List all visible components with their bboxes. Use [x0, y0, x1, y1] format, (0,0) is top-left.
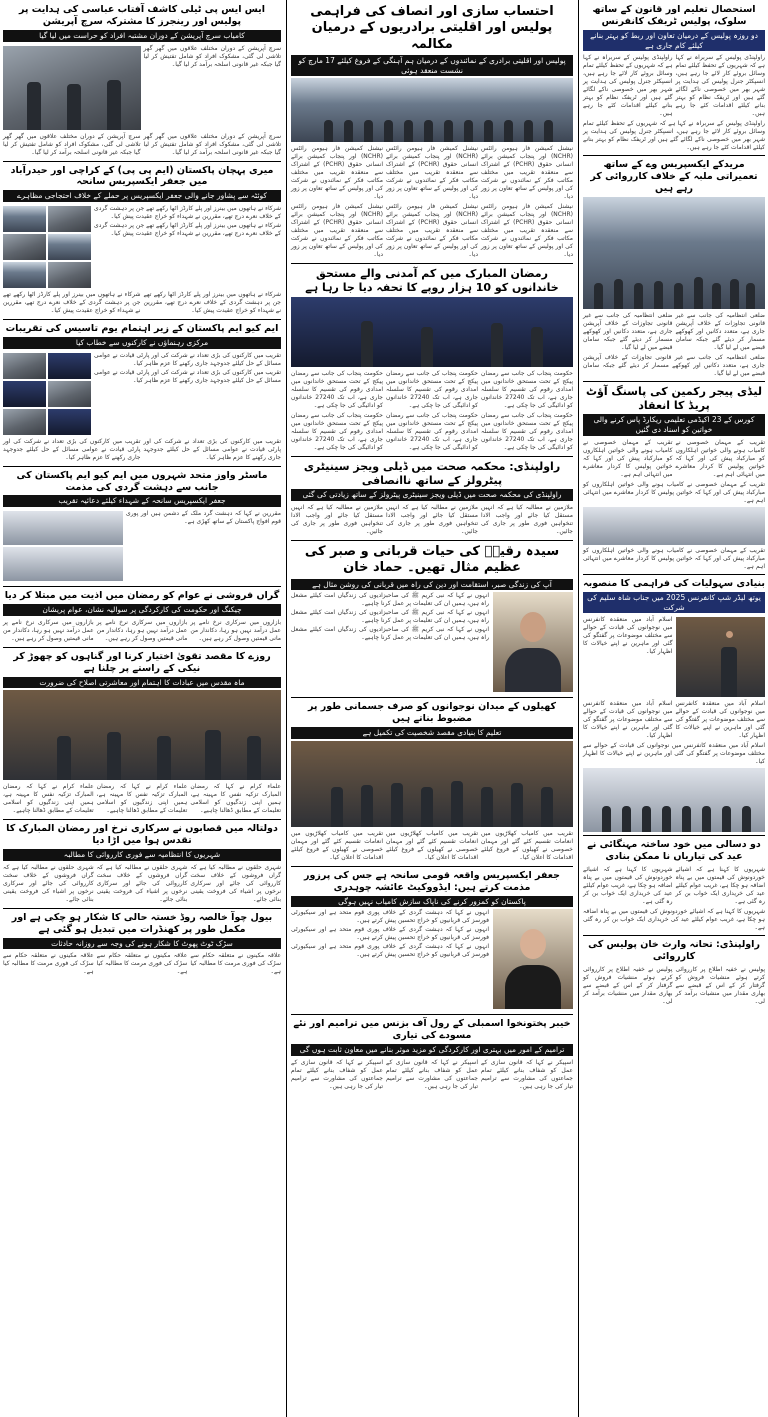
headline: ماسٹر واوز متحد شہروں میں ایم کیو ایم پاکستان کی جانب سے دہشت گردی کی مذمت: [16, 469, 268, 493]
article-text: ملازمین نے مطالبہ کیا ہے کہ انہیں مستقل کیا جائے اور واجب الادا تنخواہیں فوری طور پر جاری کی جائیں۔: [291, 504, 383, 535]
article-text: بازاروں میں سرکاری نرخ نامے پر عمل درآمد نہیں ہو رہا، دکاندار من مانی قیمتیں وصول کر رہے ہیں۔: [96, 618, 188, 642]
headline: میری پہچان پاکستان (ایم پی پی) کے کراچی اور حیدرآباد میں جعفر ایکسپریس سانحہ: [10, 164, 274, 188]
article-photo: [583, 197, 765, 309]
article-text: سرچ آپریشن کے دوران مختلف علاقوں میں گھر گھر تلاشی لی گئی، مشکوک افراد کو شامل تفتیش کر لیا گیا جبکہ غیر قانونی اسلحہ برآمد کر لیا گیا۔: [143, 132, 281, 156]
subheadline-bar: کوئٹہ سے پشاور جانے والی جعفر ایکسپریس پر حملے کے خلاف احتجاجی مظاہرے: [3, 190, 281, 202]
article-text: نیشنل کمیشن فار ہیومن رائٹس (NCHR) اور پنجاب کمیشن برائے انسانی حقوق (PCHR) کے اشتراک سے منعقدہ تقریب میں مختلف مکاتب فکر کے نمائندوں نے شرکت کی اور پولیس کے ساتھ تعاون پر زور دیا۔: [386, 203, 478, 259]
article-text: اسپیکر نے کہا کہ قانون سازی کے عمل کو شفاف بنانے کیلئے تمام جماعتوں کی مشاورت سے ترامیم تیار کی جا رہی ہیں۔: [291, 1058, 383, 1090]
article-text: انہوں نے کہا کہ نبی کریم ﷺ کی صاحبزادیوں کی زندگیاں امت کیلئے مشعل راہ ہیں، ہمیں ان کی تعلیمات پر عمل کرنا چاہیے۔: [291, 609, 489, 625]
article-text: حکومت پنجاب کی جانب سے رمضان پیکج کے تحت مستحق خاندانوں میں امدادی رقوم کی تقسیم کا سلسلہ جاری ہے، اب تک 27240 خاندانوں کو ادائیگی کی جا چکی ہے۔: [481, 369, 573, 409]
article-photo: [3, 690, 281, 780]
article-text: تقریب میں کامیاب کھلاڑیوں میں انعامات تقسیم کئے گئے اور مہمان خصوصی نے کھیلوں کے فروغ کیلئے اقدامات کا اعلان کیا۔: [291, 829, 383, 861]
article-text: تقریب میں کارکنوں کی بڑی تعداد نے شرکت کی اور پارٹی قیادت نے عوامی مسائل کے حل کیلئے جدوجہد جاری رکھنے کا عزم ظاہر کیا۔: [143, 437, 281, 461]
article-text: تقریب میں کامیاب کھلاڑیوں میں انعامات تقسیم کئے گئے اور مہمان خصوصی نے کھیلوں کے فروغ کیلئے اقدامات کا اعلان کیا۔: [481, 829, 573, 861]
subheadline-bar: دو روزہ پولیس کے درمیان تعاون اور ربط کو بہتر بنانے کیلئے کام جاری ہے: [583, 30, 765, 52]
headline: استحصال تعلیم اور قانون کے ساتھ سلوک، پولیس ٹریفک کانفرنس: [592, 4, 756, 27]
article-text: علاقہ مکینوں نے متعلقہ حکام سے سڑک کی فوری مرمت کا مطالبہ کیا ہے۔: [190, 952, 281, 976]
subheadline-bar: کورس کے 23 اکیڈمی تعلیمی ریکارڈ پاس کرنے والی خواتین کو اسناد دی گئیں: [583, 414, 765, 436]
article-photo: [291, 297, 573, 367]
headline: روزے کا مقصد تقویٰ اختیار کرنا اور گناہوں کو چھوڑ کر نیکی کے راستے پر چلنا ہے: [13, 650, 271, 674]
article-text: اسلام آباد میں منعقدہ کانفرنس میں نوجوانوں کی قیادت کے حوالے سے مختلف موضوعات پر گفتگو کی گئی اور ماہرین نے اپنے خیالات کا اظہار کیا۔: [583, 700, 673, 740]
column-middle: [288, 0, 576, 1417]
article-text: بازاروں میں سرکاری نرخ نامے پر عمل درآمد نہیں ہو رہا، دکاندار من مانی قیمتیں وصول کر رہے ہیں۔: [190, 618, 281, 642]
article-text: شرکاء نے ہاتھوں میں بینرز اور پلے کارڈز اٹھا رکھے تھے جن پر دہشت گردی کے خلاف نعرے درج تھے، مقررین نے شہداء کو خراج عقیدت پیش کیا۔: [94, 222, 281, 237]
article-photo: [291, 78, 573, 142]
headline: راولپنڈی: تحانہ وارث خان پولیس کی کارروائی: [588, 939, 760, 962]
article-text: شہری حلقوں نے مطالبہ کیا ہے کہ گراں فروشوں کے خلاف سخت کارروائی کی جائے اور سرکاری نرخوں پر اشیاء کی فروخت یقینی بنائی جائے۔: [2, 863, 94, 903]
subheadline-bar: پاکستان کو کمزور کرنے کی ناپاک سازش کامیاب نہیں ہوگی: [291, 896, 573, 908]
portrait-photo: [493, 592, 573, 692]
article-text: بازاروں میں سرکاری نرخ نامے پر عمل درآمد نہیں ہو رہا، دکاندار من مانی قیمتیں وصول کر رہے ہیں۔: [2, 618, 94, 642]
headline: دو دسالی میں خود ساختہ مہنگائی نے عید کی تیاریاں نا ممکن بنادی: [587, 839, 761, 863]
article-text: تقریب میں کامیاب کھلاڑیوں میں انعامات تقسیم کئے گئے اور مہمان خصوصی نے کھیلوں کے فروغ کیلئے اقدامات کا اعلان کیا۔: [386, 829, 478, 861]
article-text: پولیس نے خفیہ اطلاع پر کارروائی کرتے ہوئے منشیات فروش کو گرفتار کر کے اس کے قبضے سے بھاری مقدار میں منشیات برآمد کر لی۔: [583, 965, 673, 1005]
article-text: تقریب کے مہمان خصوصی نے کامیاب ہونے والی خواتین اہلکاروں کو مبارکباد پیش کی اور کہا کہ خواتین پولیس کا کردار معاشرے میں انتہائی اہم ہے۔: [583, 438, 673, 478]
article-photo: [3, 511, 123, 545]
article-text: شرکاء نے ہاتھوں میں بینرز اور پلے کارڈز اٹھا رکھے تھے جن پر دہشت گردی کے خلاف نعرے درج تھے، مقررین نے شہداء کو خراج عقیدت پیش کیا۔: [143, 291, 281, 314]
article-text: سرچ آپریشن کے دوران مختلف علاقوں میں گھر گھر تلاشی لی گئی، مشکوک افراد کو شامل تفتیش کر لیا گیا جبکہ غیر قانونی اسلحہ برآمد کر لیا گیا۔: [3, 132, 141, 156]
article-text: اسلام آباد میں منعقدہ کانفرنس میں نوجوانوں کی قیادت کے حوالے سے مختلف موضوعات پر گفتگو کی گئی اور ماہرین نے اپنے خیالات کا اظہار کیا۔: [675, 700, 765, 740]
article-photo: [3, 547, 123, 581]
headline: دولتالہ میں قصابوں نے سرکاری نرخ اور رمضان المبارک کا تقدس ہوا میں اڑا دیا: [6, 823, 278, 847]
subheadline-bar: جعفر ایکسپریس سانحہ کے شہداء کیلئے دعائیہ تقریب: [3, 495, 281, 507]
article-text: تقریب کے مہمان خصوصی نے کامیاب ہونے والی خواتین اہلکاروں کو مبارکباد پیش کی اور کہا کہ خواتین پولیس کا کردار معاشرے میں انتہائی اہم ہے۔: [583, 480, 765, 504]
article-text: تقریب میں کارکنوں کی بڑی تعداد نے شرکت کی اور پارٹی قیادت نے عوامی مسائل کے حل کیلئے جدوجہد جاری رکھنے کا عزم ظاہر کیا۔: [3, 437, 141, 461]
subheadline-bar: مرکزی رہنماؤں نے کارکنوں سے خطاب کیا: [3, 337, 281, 349]
headline: احتساب سازی اور انصاف کی فراہمی پولیس اور اقلیتی برادریوں کے درمیان مکالمہ: [310, 4, 554, 52]
article-text: ضلعی انتظامیہ کی جانب سے غیر قانونی تجاوزات کے خلاف آپریشن جاری ہے، متعدد دکانیں اور کھوکھے مسمار کر دیئے گئے جبکہ سامان قبضے میں لے لیا گیا۔: [583, 311, 673, 351]
article-text: مقررین نے کہا کہ دہشت گرد ملک کے دشمن ہیں اور پوری قوم افواج پاکستان کے ساتھ کھڑی ہے۔: [126, 510, 281, 526]
headline: ایم کیو ایم پاکستان کے زیر اہتمام یوم تاسیس کی تقریبات: [5, 323, 279, 334]
photo-collage: [3, 206, 91, 288]
article-text: راولپنڈی پولیس کے سربراہ نے کہا ہے کہ شہریوں کے تحفظ کیلئے تمام وسائل بروئے کار لائے جا رہے ہیں، انسپکٹر جنرل پولیس کی ہدایت پر شہر بھر میں خصوصی ناکے لگائے گئے ہیں اور ٹریفک نظام کو بہتر بنانے کیلئے اقدامات کئے جا رہے ہیں۔: [583, 54, 673, 118]
photo-collage: [3, 353, 91, 435]
article-text: پولیس نے خفیہ اطلاع پر کارروائی کرتے ہوئے منشیات فروش کو گرفتار کر کے اس کے قبضے سے بھاری مقدار میں منشیات برآمد کر لی۔: [675, 965, 765, 1005]
article-text: حکومت پنجاب کی جانب سے رمضان پیکج کے تحت مستحق خاندانوں میں امدادی رقوم کی تقسیم کا سلسلہ جاری ہے، اب تک 27240 خاندانوں کو ادائیگی کی جا چکی ہے۔: [291, 411, 383, 451]
headline: مریدکے ایکسپریس وے کے ساتھ تعمیراتی ملبہ کے خلاف کارروائی کر رہے ہیں: [590, 159, 758, 194]
article-text: علماء کرام نے کہا کہ رمضان المبارک تزکیہ نفس کا مہینہ ہے، ہمیں اپنی زندگیوں کو اسلامی تعلیمات کے مطابق ڈھالنا چاہیے۔: [2, 783, 94, 815]
article-text: شہری حلقوں نے مطالبہ کیا ہے کہ گراں فروشوں کے خلاف سخت کارروائی کی جائے اور سرکاری نرخوں پر اشیاء کی فروخت یقینی بنائی جائے۔: [190, 863, 281, 903]
column-rule: [286, 0, 287, 1417]
article-text: حکومت پنجاب کی جانب سے رمضان پیکج کے تحت مستحق خاندانوں میں امدادی رقوم کی تقسیم کا سلسلہ جاری ہے، اب تک 27240 خاندانوں کو ادائیگی کی جا چکی ہے۔: [386, 411, 478, 451]
headline: لیڈی پیجر رکمین کی پاسنگ آؤٹ پریڈ کا انعقاد: [585, 384, 763, 412]
article-text: شرکاء نے ہاتھوں میں بینرز اور پلے کارڈز اٹھا رکھے تھے جن پر دہشت گردی کے خلاف نعرے درج تھے، مقررین نے شہداء کو خراج عقیدت پیش کیا۔: [94, 205, 281, 220]
article-text: نیشنل کمیشن فار ہیومن رائٹس (NCHR) اور پنجاب کمیشن برائے انسانی حقوق (PCHR) کے اشتراک سے منعقدہ تقریب میں مختلف مکاتب فکر کے نمائندوں نے شرکت کی اور پولیس کے ساتھ تعاون پر زور دیا۔: [291, 145, 383, 201]
article-text: اسلام آباد میں منعقدہ کانفرنس میں نوجوانوں کی قیادت کے حوالے سے مختلف موضوعات پر گفتگو کی گئی اور ماہرین نے اپنے خیالات کا اظہار کیا۔: [583, 742, 765, 766]
article-text: ضلعی انتظامیہ کی جانب سے غیر قانونی تجاوزات کے خلاف آپریشن جاری ہے، متعدد دکانیں اور کھوکھے مسمار کر دیئے گئے جبکہ سامان قبضے میں لے لیا گیا۔: [675, 311, 765, 351]
subheadline-bar: راولپنڈی کی محکمہ صحت میں ڈیلی ویجز سینیٹری پیٹرولز کے ساتھ زیادتی کی گئی: [291, 489, 573, 501]
article-text: شہریوں کا کہنا ہے کہ اشیائے خوردونوش کی قیمتوں میں بے پناہ اضافہ ہو چکا ہے، غریب عوام کیلئے عید کی خریداری ایک خواب بن کر رہ گئی ہے۔: [583, 908, 765, 931]
article-text: شہریوں کا کہنا ہے کہ اشیائے خوردونوش کی قیمتوں میں بے پناہ اضافہ ہو چکا ہے، غریب عوام کیلئے عید کی خریداری ایک خواب بن کر رہ گئی ہے۔: [675, 866, 765, 905]
headline: رمضان المبارک میں کم آمدنی والے مستحق خاندانوں کو 10 ہزار روپے کا تحفہ دیا جا رہا ہے: [305, 267, 559, 294]
article-text: انہوں نے کہا کہ دہشت گردی کے خلاف پوری قوم متحد ہے اور سیکیورٹی فورسز کی قربانیوں کو خراج تحسین پیش کرتے ہیں۔: [291, 909, 489, 925]
subheadline-bar: یوتھ لیڈر شپ کانفرنس 2025 میں جناب شاہ سلیم کی شرکت: [583, 592, 765, 614]
subheadline-bar: شہریوں کا انتظامیہ سے فوری کارروائی کا مطالبہ: [3, 849, 281, 861]
article-text: ملازمین نے مطالبہ کیا ہے کہ انہیں مستقل کیا جائے اور واجب الادا تنخواہیں فوری طور پر جاری کی جائیں۔: [386, 504, 478, 535]
article-text: راولپنڈی پولیس کے سربراہ نے کہا ہے کہ شہریوں کے تحفظ کیلئے تمام وسائل بروئے کار لائے جا رہے ہیں، انسپکٹر جنرل پولیس کی ہدایت پر شہر بھر میں خصوصی ناکے لگائے گئے ہیں اور ٹریفک نظام کو بہتر بنانے کیلئے اقدامات کئے جا رہے ہیں۔: [675, 54, 765, 118]
headline: گراں فروشی نے عوام کو رمضان میں اذیت میں مبتلا کر دیا: [4, 590, 280, 602]
subheadline-bar: چیکنگ اور حکومت کی کارکردگی پر سوالیہ نشان، عوام پریشان: [3, 604, 281, 616]
article-text: شہریوں کا کہنا ہے کہ اشیائے خوردونوش کی قیمتوں میں بے پناہ اضافہ ہو چکا ہے، غریب عوام کیلئے عید کی خریداری ایک خواب بن کر رہ گئی ہے۔: [583, 866, 673, 905]
subheadline-bar: سڑک ٹوٹ پھوٹ کا شکار ہونے کی وجہ سے روزانہ حادثات: [3, 938, 281, 950]
article-text: تقریب کے مہمان خصوصی نے کامیاب ہونے والی خواتین اہلکاروں کو مبارکباد پیش کی اور کہا کہ خواتین پولیس کا کردار معاشرے میں انتہائی اہم ہے۔: [583, 546, 765, 570]
article-text: اسلام آباد میں منعقدہ کانفرنس میں نوجوانوں کی قیادت کے حوالے سے مختلف موضوعات پر گفتگو کی گئی اور ماہرین نے اپنے خیالات کا اظہار کیا۔: [583, 616, 673, 656]
subheadline-bar: کامیاب سرچ آپریشن کے دوران مشتبہ افراد کو حراست میں لیا گیا: [3, 30, 281, 42]
article-photo: [676, 617, 766, 697]
article-text: اسپیکر نے کہا کہ قانون سازی کے عمل کو شفاف بنانے کیلئے تمام جماعتوں کی مشاورت سے ترامیم تیار کی جا رہی ہیں۔: [386, 1058, 478, 1090]
headline: بنیادی سہولیات کی فراہمی کا منصوبہ: [583, 577, 765, 589]
column-right: [580, 0, 768, 1417]
headline: سیدہ رقیہؓ کی حیات قربانی و صبر کی عظیم مثال تھیں۔ حماد خان: [304, 544, 560, 576]
article-photo: [3, 46, 141, 130]
article-text: انہوں نے کہا کہ نبی کریم ﷺ کی صاحبزادیوں کی زندگیاں امت کیلئے مشعل راہ ہیں، ہمیں ان کی تعلیمات پر عمل کرنا چاہیے۔: [291, 626, 489, 642]
article-photo: [291, 741, 573, 827]
article-text: انہوں نے کہا کہ دہشت گردی کے خلاف پوری قوم متحد ہے اور سیکیورٹی فورسز کی قربانیوں کو خراج تحسین پیش کرتے ہیں۔: [291, 926, 489, 942]
article-text: علاقہ مکینوں نے متعلقہ حکام سے سڑک کی فوری مرمت کا مطالبہ کیا ہے۔: [2, 952, 94, 976]
article-text: تقریب میں کارکنوں کی بڑی تعداد نے شرکت کی اور پارٹی قیادت نے عوامی مسائل کے حل کیلئے جدوجہد جاری رکھنے کا عزم ظاہر کیا۔: [94, 368, 281, 384]
column-rule: [578, 0, 579, 1417]
headline: جعفر ایکسپریس واقعہ قومی سانحہ ہے جس کی پرزور مذمت کرتے ہیں: ایڈووکیٹ عائشہ چوہدری: [304, 869, 560, 893]
subheadline-bar: ترامیم کے امور میں بہتری اور کارکردگی کو مزید موثر بنانے میں معاون ثابت ہوں گی: [291, 1044, 573, 1056]
headline: ایس ایس پی ٹیلی کاشف آفتاب عباسی کی ہدایت پر پولیس اور رینجرز کا مشترکہ سرچ آپریشن: [18, 4, 266, 27]
article-text: ضلعی انتظامیہ کی جانب سے غیر قانونی تجاوزات کے خلاف آپریشن جاری ہے، متعدد دکانیں اور کھوکھے مسمار کر دیئے گئے جبکہ سامان قبضے میں لے لیا گیا۔: [583, 353, 765, 377]
article-text: تقریب کے مہمان خصوصی نے کامیاب ہونے والی خواتین اہلکاروں کو مبارکباد پیش کی اور کہا کہ خواتین پولیس کا کردار معاشرے میں انتہائی اہم ہے۔: [675, 438, 765, 478]
article-text: نیشنل کمیشن فار ہیومن رائٹس (NCHR) اور پنجاب کمیشن برائے انسانی حقوق (PCHR) کے اشتراک سے منعقدہ تقریب میں مختلف مکاتب فکر کے نمائندوں نے شرکت کی اور پولیس کے ساتھ تعاون پر زور دیا۔: [481, 145, 573, 201]
subheadline-bar: تعلیم کا بنیادی مقصد شخصیت کی تکمیل ہے: [291, 727, 573, 739]
article-photo: [583, 768, 765, 832]
article-text: حکومت پنجاب کی جانب سے رمضان پیکج کے تحت مستحق خاندانوں میں امدادی رقوم کی تقسیم کا سلسلہ جاری ہے، اب تک 27240 خاندانوں کو ادائیگی کی جا چکی ہے۔: [481, 411, 573, 451]
article-text: علماء کرام نے کہا کہ رمضان المبارک تزکیہ نفس کا مہینہ ہے، ہمیں اپنی زندگیوں کو اسلامی تعلیمات کے مطابق ڈھالنا چاہیے۔: [190, 783, 281, 815]
article-text: نیشنل کمیشن فار ہیومن رائٹس (NCHR) اور پنجاب کمیشن برائے انسانی حقوق (PCHR) کے اشتراک سے منعقدہ تقریب میں مختلف مکاتب فکر کے نمائندوں نے شرکت کی اور پولیس کے ساتھ تعاون پر زور دیا۔: [481, 203, 573, 259]
article-text: ملازمین نے مطالبہ کیا ہے کہ انہیں مستقل کیا جائے اور واجب الادا تنخواہیں فوری طور پر جاری کی جائیں۔: [481, 504, 573, 535]
article-text: علماء کرام نے کہا کہ رمضان المبارک تزکیہ نفس کا مہینہ ہے، ہمیں اپنی زندگیوں کو اسلامی تعلیمات کے مطابق ڈھالنا چاہیے۔: [96, 783, 188, 815]
article-text: شرکاء نے ہاتھوں میں بینرز اور پلے کارڈز اٹھا رکھے تھے جن پر دہشت گردی کے خلاف نعرے درج تھے، مقررین نے شہداء کو خراج عقیدت پیش کیا۔: [3, 291, 141, 314]
article-text: علاقہ مکینوں نے متعلقہ حکام سے سڑک کی فوری مرمت کا مطالبہ کیا ہے۔: [96, 952, 188, 976]
article-text: حکومت پنجاب کی جانب سے رمضان پیکج کے تحت مستحق خاندانوں میں امدادی رقوم کی تقسیم کا سلسلہ جاری ہے، اب تک 27240 خاندانوں کو ادائیگی کی جا چکی ہے۔: [291, 369, 383, 409]
article-text: سرچ آپریشن کے دوران مختلف علاقوں میں گھر گھر تلاشی لی گئی، مشکوک افراد کو شامل تفتیش کر لیا گیا جبکہ غیر قانونی اسلحہ برآمد کر لیا گیا۔: [143, 44, 281, 68]
headline: راولپنڈی: محکمہ صحت میں ڈیلی ویجز سینیٹری پیٹرولز کے ساتھ ناانصافی: [303, 459, 561, 487]
article-text: راولپنڈی پولیس کے سربراہ نے کہا ہے کہ شہریوں کے تحفظ کیلئے تمام وسائل بروئے کار لائے جا رہے ہیں، انسپکٹر جنرل پولیس کی ہدایت پر شہر بھر میں خصوصی ناکے لگائے گئے ہیں اور ٹریفک نظام کو بہتر بنانے کیلئے اقدامات کئے جا رہے ہیں۔: [583, 120, 765, 152]
headline: کھیلوں کے میدان نوجوانوں کو صرف جسمانی طور پر مضبوط بناتے ہیں: [307, 701, 557, 725]
article-photo: [583, 507, 765, 545]
article-text: نیشنل کمیشن فار ہیومن رائٹس (NCHR) اور پنجاب کمیشن برائے انسانی حقوق (PCHR) کے اشتراک سے منعقدہ تقریب میں مختلف مکاتب فکر کے نمائندوں نے شرکت کی اور پولیس کے ساتھ تعاون پر زور دیا۔: [291, 203, 383, 259]
column-left: [0, 0, 284, 1417]
portrait-photo: [493, 909, 573, 1009]
article-text: اسپیکر نے کہا کہ قانون سازی کے عمل کو شفاف بنانے کیلئے تمام جماعتوں کی مشاورت سے ترامیم تیار کی جا رہی ہیں۔: [481, 1058, 573, 1090]
headline: بیول چوآ خالصہ روڈ خستہ حالی کا شکار ہو چکی ہے اور مکمل طور پر کھنڈرات میں تبدیل ہو گئی ہے: [11, 911, 273, 935]
headline: خیبر پختونخوا اسمبلی کے رول آف بزنس میں ترامیم اور نئے مسودے کی تیاری: [293, 1018, 571, 1042]
article-text: انہوں نے کہا کہ نبی کریم ﷺ کی صاحبزادیوں کی زندگیاں امت کیلئے مشعل راہ ہیں، ہمیں ان کی تعلیمات پر عمل کرنا چاہیے۔: [291, 592, 489, 608]
article-text: تقریب میں کارکنوں کی بڑی تعداد نے شرکت کی اور پارٹی قیادت نے عوامی مسائل کے حل کیلئے جدوجہد جاری رکھنے کا عزم ظاہر کیا۔: [94, 351, 281, 367]
subheadline-bar: ماہ مقدس میں عبادات کا اہتمام اور معاشرتی اصلاح کی ضرورت: [3, 677, 281, 689]
subheadline-bar: پولیس اور اقلیتی برادری کے نمائندوں کے درمیان ہم آہنگی کے فروغ کیلئے 17 مارچ کو نشست منعقد ہوئی: [291, 55, 573, 77]
article-text: شہری حلقوں نے مطالبہ کیا ہے کہ گراں فروشوں کے خلاف سخت کارروائی کی جائے اور سرکاری نرخوں پر اشیاء کی فروخت یقینی بنائی جائے۔: [96, 863, 188, 903]
article-text: نیشنل کمیشن فار ہیومن رائٹس (NCHR) اور پنجاب کمیشن برائے انسانی حقوق (PCHR) کے اشتراک سے منعقدہ تقریب میں مختلف مکاتب فکر کے نمائندوں نے شرکت کی اور پولیس کے ساتھ تعاون پر زور دیا۔: [386, 145, 478, 201]
article-text: حکومت پنجاب کی جانب سے رمضان پیکج کے تحت مستحق خاندانوں میں امدادی رقوم کی تقسیم کا سلسلہ جاری ہے، اب تک 27240 خاندانوں کو ادائیگی کی جا چکی ہے۔: [386, 369, 478, 409]
article-text: انہوں نے کہا کہ دہشت گردی کے خلاف پوری قوم متحد ہے اور سیکیورٹی فورسز کی قربانیوں کو خراج تحسین پیش کرتے ہیں۔: [291, 943, 489, 959]
subheadline-bar: آپ کی زندگی صبر، استقامت اور دین کی راہ میں قربانی کی روشن مثال ہے: [291, 579, 573, 591]
